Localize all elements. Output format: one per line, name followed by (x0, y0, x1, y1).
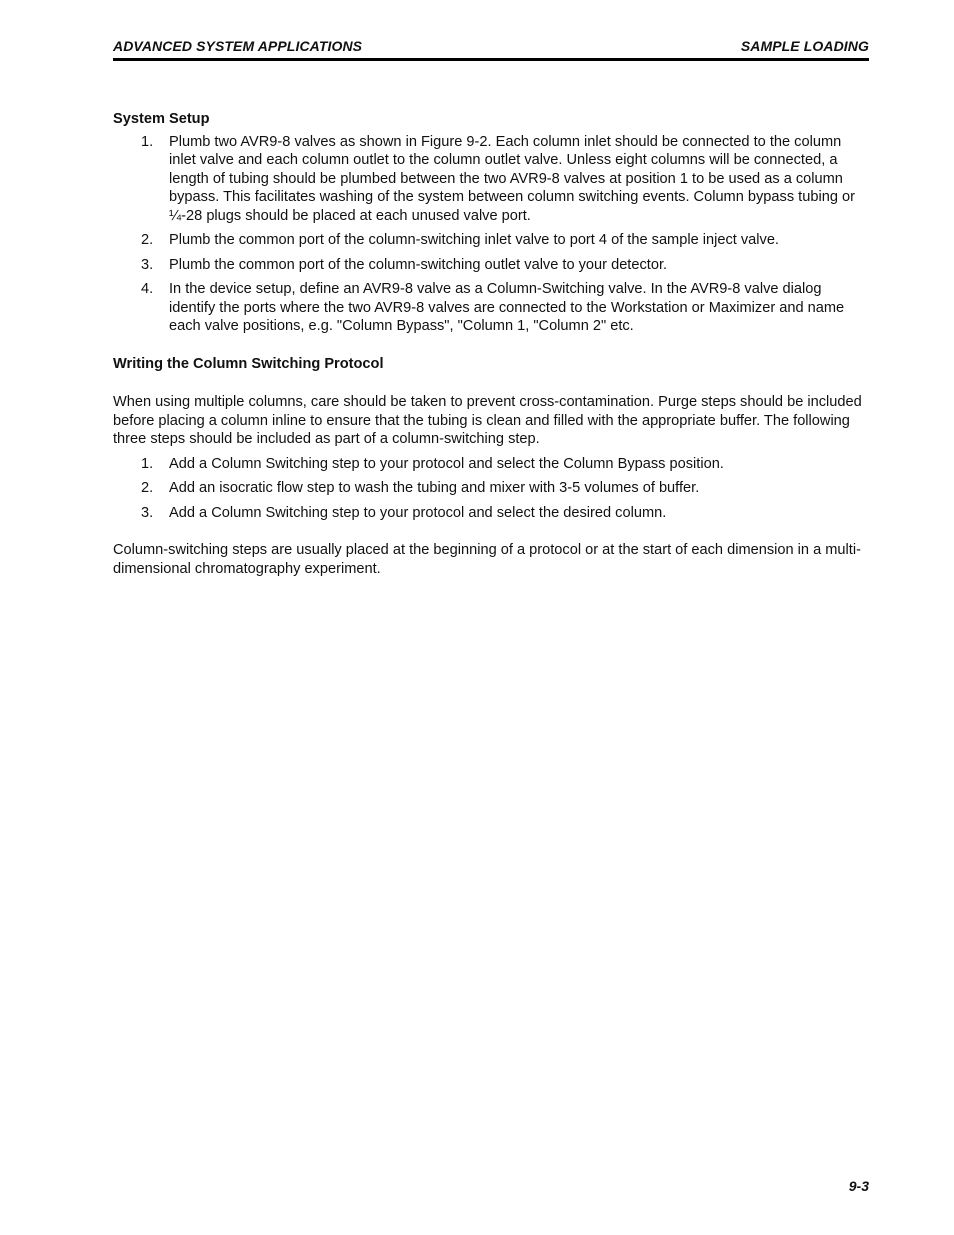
list-item (113, 455, 869, 474)
header-chapter-title: ADVANCED SYSTEM APPLICATIONS (113, 38, 363, 54)
list-item-text: Add an isocratic flow step to wash the tubing and mixer with 3-5 volumes of buffer. (169, 480, 700, 496)
list-item (113, 256, 869, 275)
protocol-closing-paragraph: Column-switching steps are usually placed at the beginning of a protocol or at the start of each dimension in a multi-dimensional chromatography experiment. (113, 542, 861, 577)
list-item-number: 1. (141, 133, 154, 150)
list-item-text: Add a Column Switching step to your protocol and select the Column Bypass position. (169, 455, 724, 472)
list-item (113, 231, 869, 250)
page-number: 9-3 (848, 1178, 869, 1194)
protocol-intro-paragraph: When using multiple columns, care should be taken to prevent cross-contamination. Purge steps should be included before placing a column inline to ensure that the tubing is clean and filled with the appropriate buffer. The following three steps should be included as part of a column-switching step. (113, 394, 862, 447)
list-item-number: 1. (141, 455, 154, 472)
list-item-text: Plumb two AVR9-8 valves as shown in Figure 9-2. Each column inlet should be connected to the column inlet valve and each column outlet to the column outlet valve. Unless eight columns will be connected, a length of tubing should be plumbed between the two AVR9-8 valves at position 1 to be used as a column bypass. This facilitates washing of the system between column switching events. Column bypass tubing or ¼-28 plugs should be placed at each unused valve port. (169, 133, 855, 224)
list-item-number: 3. (141, 504, 154, 521)
list-item (113, 479, 869, 498)
list-item-number: 3. (141, 256, 154, 273)
page-content (113, 110, 869, 578)
list-item-number: 2. (141, 232, 154, 248)
list-item-text: Add a Column Switching step to your protocol and select the desired column. (169, 504, 667, 521)
list-item-number: 2. (141, 480, 154, 496)
list-item (113, 133, 869, 226)
page-header (113, 36, 869, 61)
list-item-text: Plumb the common port of the column-switching inlet valve to port 4 of the sample inject valve. (169, 232, 779, 248)
list-item-text: In the device setup, define an AVR9-8 valve as a Column-Switching valve. In the AVR9-8 valve dialog identify the ports where the two AVR9-8 valves are connected to the Workstation or Maximizer and name each valve positions, e.g. "Column Bypass", "Column 1, "Column 2" etc. (169, 281, 845, 334)
list-item (113, 504, 869, 523)
list-item (113, 280, 869, 336)
protocol-steps (113, 455, 869, 523)
list-item-text: Plumb the common port of the column-switching outlet valve to your detector. (169, 256, 668, 273)
system-setup-heading: System Setup (113, 111, 210, 127)
column-switching-protocol-heading: Writing the Column Switching Protocol (113, 355, 384, 372)
list-item-number: 4. (141, 281, 154, 297)
system-setup-steps (113, 133, 869, 336)
header-section-title: SAMPLE LOADING (740, 38, 869, 54)
